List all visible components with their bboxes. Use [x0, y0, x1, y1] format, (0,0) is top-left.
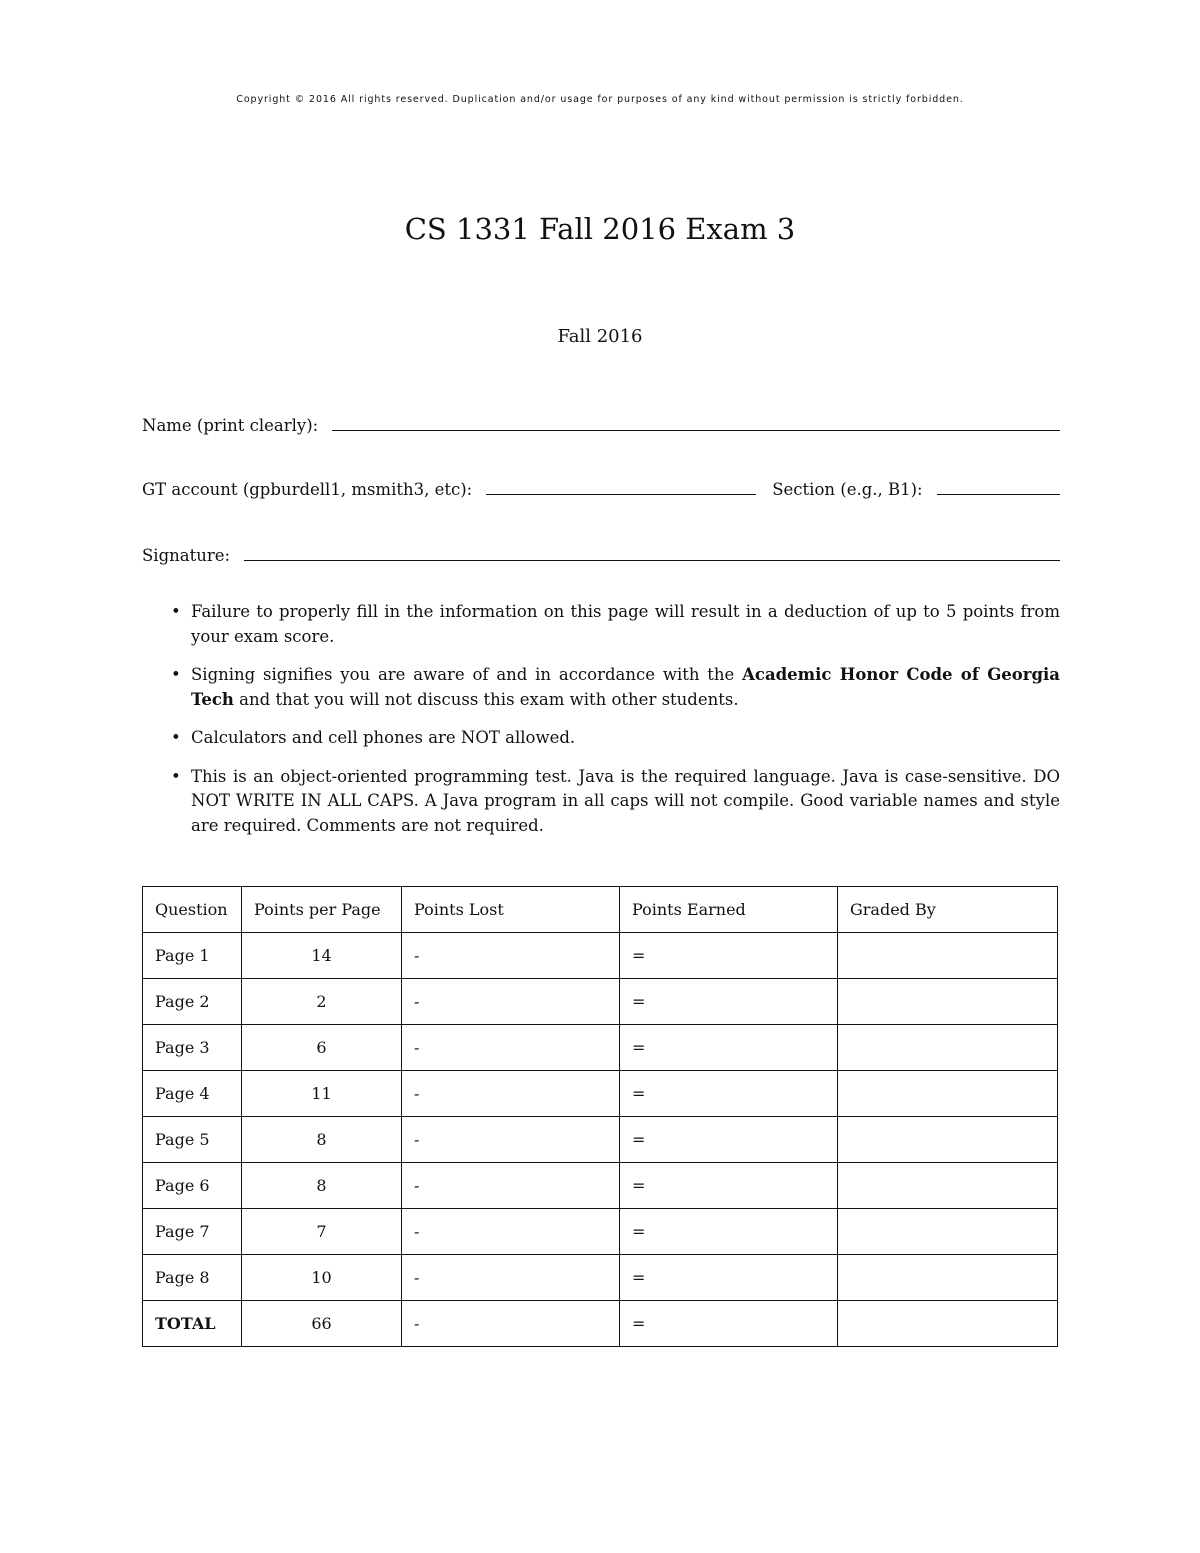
points-per-page-cell: 2 [242, 979, 402, 1025]
graded-by-cell[interactable] [838, 1117, 1058, 1163]
section-label: Section (e.g., B1): [772, 480, 923, 499]
graded-by-cell[interactable] [838, 1163, 1058, 1209]
points-earned-cell[interactable]: = [620, 1163, 838, 1209]
points-earned-cell[interactable]: = [620, 1071, 838, 1117]
points-lost-cell[interactable]: - [402, 1071, 620, 1117]
instruction-text: Calculators and cell phones are NOT allowed. [191, 728, 576, 747]
graded-by-cell[interactable] [838, 1301, 1058, 1347]
instruction-item [142, 663, 1060, 712]
graded-by-cell[interactable] [838, 933, 1058, 979]
instruction-item [142, 600, 1060, 649]
points-per-page-cell: 10 [242, 1255, 402, 1301]
question-cell: Page 4 [143, 1071, 242, 1117]
gt-account-label: GT account (gpburdell1, msmith3, etc): [142, 480, 473, 499]
points-per-page-cell: 66 [242, 1301, 402, 1347]
header-points-per-page: Points per Page [242, 887, 402, 933]
gt-account-field [142, 480, 1060, 499]
bullet-icon: • [171, 728, 181, 747]
table-row [143, 979, 1058, 1025]
gt-account-blank[interactable] [486, 493, 756, 495]
points-earned-cell[interactable]: = [620, 1025, 838, 1071]
points-lost-cell[interactable]: - [402, 1209, 620, 1255]
points-per-page-cell: 7 [242, 1209, 402, 1255]
instruction-text: Failure to properly fill in the information on this page will result in a deduction of up to 5 points from your exam score. [191, 602, 1060, 646]
instruction-item [142, 726, 1060, 751]
points-lost-cell[interactable]: - [402, 1301, 620, 1347]
question-cell: Page 8 [143, 1255, 242, 1301]
signature-blank[interactable] [244, 559, 1060, 561]
points-lost-cell[interactable]: - [402, 1163, 620, 1209]
points-per-page-cell: 11 [242, 1071, 402, 1117]
header-graded-by: Graded By [838, 887, 1058, 933]
grading-table [142, 886, 1058, 1347]
table-row [143, 1117, 1058, 1163]
instruction-item [142, 765, 1060, 839]
points-per-page-cell: 6 [242, 1025, 402, 1071]
bullet-icon: • [171, 602, 181, 621]
points-per-page-cell: 8 [242, 1163, 402, 1209]
points-lost-cell[interactable]: - [402, 979, 620, 1025]
points-per-page-cell: 14 [242, 933, 402, 979]
instruction-text-continued: and that you will not discuss this exam with other students. [233, 689, 739, 709]
question-cell: Page 6 [143, 1163, 242, 1209]
instructions-list [142, 600, 1060, 852]
signature-label: Signature: [142, 546, 231, 565]
graded-by-cell[interactable] [838, 979, 1058, 1025]
points-lost-cell[interactable]: - [402, 933, 620, 979]
name-label: Name (print clearly): [142, 416, 319, 435]
section-blank[interactable] [937, 493, 1060, 495]
points-lost-cell[interactable]: - [402, 1025, 620, 1071]
exam-title: CS 1331 Fall 2016 Exam 3 [404, 212, 796, 246]
points-earned-cell[interactable]: = [620, 1255, 838, 1301]
question-cell: Page 5 [143, 1117, 242, 1163]
header-points-lost: Points Lost [402, 887, 620, 933]
table-header-row [143, 887, 1058, 933]
instruction-text: Signing signifies you are aware of and in accordance with the [191, 665, 743, 684]
points-earned-cell[interactable]: = [620, 1301, 838, 1347]
points-lost-cell[interactable]: - [402, 1255, 620, 1301]
table-row [143, 1163, 1058, 1209]
table-row [143, 1025, 1058, 1071]
table-row [143, 1255, 1058, 1301]
points-earned-cell[interactable]: = [620, 1117, 838, 1163]
instruction-bold-text: Academic Honor Code of Georgia Tech [191, 665, 1060, 709]
exam-term: Fall 2016 [557, 326, 643, 347]
question-cell: Page 7 [143, 1209, 242, 1255]
copyright-notice: Copyright © 2016 All rights reserved. Duplication and/or usage for purposes of any kind without permission is strictly forbidden. [236, 94, 964, 105]
question-cell: Page 3 [143, 1025, 242, 1071]
table-row [143, 1301, 1058, 1347]
graded-by-cell[interactable] [838, 1255, 1058, 1301]
table-row [143, 1071, 1058, 1117]
graded-by-cell[interactable] [838, 1209, 1058, 1255]
bullet-icon: • [171, 665, 181, 684]
header-points-earned: Points Earned [620, 887, 838, 933]
name-field [142, 416, 1060, 435]
signature-field [142, 546, 1060, 565]
question-cell: Page 1 [143, 933, 242, 979]
table-row [143, 1209, 1058, 1255]
points-per-page-cell: 8 [242, 1117, 402, 1163]
table-row [143, 933, 1058, 979]
graded-by-cell[interactable] [838, 1025, 1058, 1071]
name-blank[interactable] [332, 429, 1060, 431]
bullet-icon: • [171, 766, 181, 786]
question-cell: Page 2 [143, 979, 242, 1025]
points-earned-cell[interactable]: = [620, 933, 838, 979]
graded-by-cell[interactable] [838, 1071, 1058, 1117]
question-cell: TOTAL [143, 1301, 242, 1347]
points-lost-cell[interactable]: - [402, 1117, 620, 1163]
header-question: Question [143, 887, 242, 933]
instruction-text: This is an object-oriented programming test. Java is the required language. Java is case-sensitive. DO NOT WRITE IN ALL CAPS. A Java program in all caps will not compile. Good variable names and style are required. Comments are not required. [191, 766, 1060, 835]
points-earned-cell[interactable]: = [620, 1209, 838, 1255]
points-earned-cell[interactable]: = [620, 979, 838, 1025]
